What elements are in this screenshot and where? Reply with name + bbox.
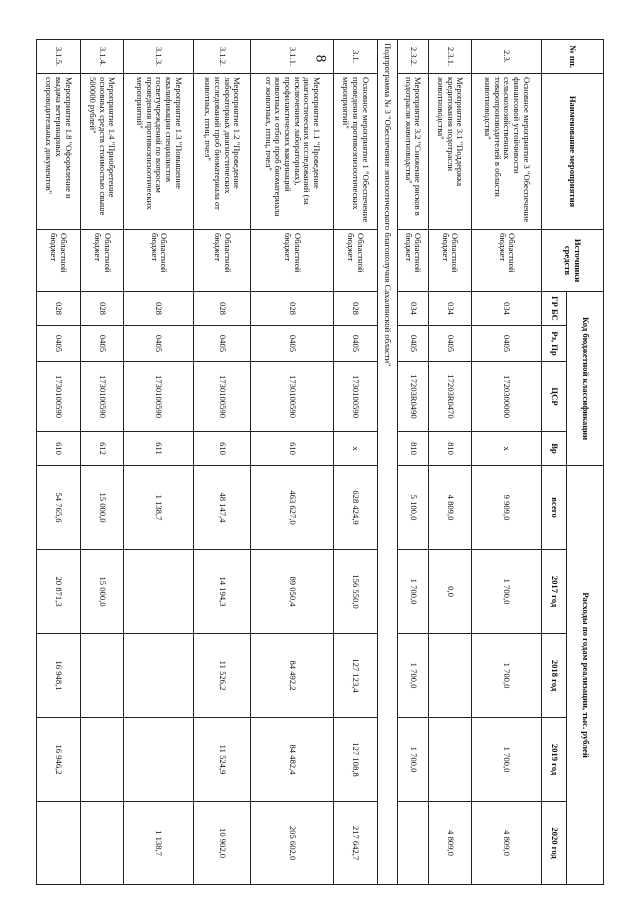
- cell-grbs: 028: [37, 292, 81, 326]
- cell-no: 3.1.: [333, 40, 377, 74]
- cell-source: Областной бюджет: [37, 230, 81, 292]
- cell-source: Областной бюджет: [124, 230, 194, 292]
- header-row-1: [567, 40, 604, 885]
- col-header-2017: 2017 год: [542, 550, 567, 634]
- cell-total: 628 424,9: [333, 466, 377, 550]
- cell-source: Областной бюджет: [250, 230, 333, 292]
- cell-total: 48 147,4: [194, 466, 251, 550]
- cell-grbs: 028: [80, 292, 124, 326]
- cell-csr: 1730100590: [124, 362, 194, 432]
- table-row: [124, 40, 194, 885]
- cell-csr: 1730100590: [194, 362, 251, 432]
- cell-y2018: 1 700,0: [472, 634, 542, 718]
- cell-vr: 610: [37, 432, 81, 466]
- col-header-vr: Вр: [542, 432, 567, 466]
- cell-y2019: 11 524,9: [194, 718, 251, 802]
- cell-source: Областной бюджет: [333, 230, 377, 292]
- cell-name: Мероприятие 3.1 "Поддержка кредитования подотрасли животноводства": [428, 74, 472, 230]
- cell-grbs: 028: [333, 292, 377, 326]
- cell-vr: х: [333, 432, 377, 466]
- col-header-2019: 2019 год: [542, 718, 567, 802]
- cell-source: Областной бюджет: [398, 230, 428, 292]
- cell-vr: 810: [398, 432, 428, 466]
- cell-total: 9 909,0: [472, 466, 542, 550]
- cell-y2020: 10 902,0: [194, 802, 251, 885]
- cell-source: Областной бюджет: [428, 230, 472, 292]
- table-row: [428, 40, 472, 885]
- cell-vr: х: [472, 432, 542, 466]
- cell-y2019: [124, 718, 194, 802]
- table-row: [37, 40, 81, 885]
- cell-y2019: [428, 718, 472, 802]
- page-number: 8: [312, 54, 329, 63]
- cell-y2017: 156 550,0: [333, 550, 377, 634]
- cell-no: 2.3.2.: [398, 40, 428, 74]
- cell-total: 15 000,0: [80, 466, 124, 550]
- cell-rzpr: 0405: [80, 326, 124, 362]
- cell-no: 3.1.3.: [124, 40, 194, 74]
- cell-y2017: 1 700,0: [472, 550, 542, 634]
- col-header-2020: 2020 год: [542, 802, 567, 885]
- col-header-rzpr: Рз, Пр: [542, 326, 567, 362]
- cell-y2017: 14 194,3: [194, 550, 251, 634]
- cell-y2018: [80, 634, 124, 718]
- cell-grbs: 028: [250, 292, 333, 326]
- cell-y2019: 1 700,0: [472, 718, 542, 802]
- cell-grbs: 034: [472, 292, 542, 326]
- col-header-csr: ЦСР: [542, 362, 567, 432]
- col-header-no: № пп.: [542, 40, 604, 74]
- cell-y2018: 16 948,1: [37, 634, 81, 718]
- cell-y2019: 16 946,2: [37, 718, 81, 802]
- cell-grbs: 034: [398, 292, 428, 326]
- cell-y2020: 205 602,0: [250, 802, 333, 885]
- cell-no: 3.1.5.: [37, 40, 81, 74]
- subprogram-row: [377, 40, 398, 885]
- col-header-name: Наименование мероприятия: [542, 74, 604, 230]
- cell-name: Мероприятие 3.2 "Снижение рисков в подотрасли животноводства": [398, 74, 428, 230]
- cell-y2020: 4 809,0: [428, 802, 472, 885]
- table-row: [472, 40, 542, 885]
- cell-y2017: 0,0: [428, 550, 472, 634]
- cell-total: 4 809,0: [428, 466, 472, 550]
- cell-name: Мероприятие 1.1 "Проведение диагностических исследований (за исключением лабораторных), профилактических вакцинаций животных и отбор проб биоматериала от животных, птиц, пчел": [250, 74, 333, 230]
- cell-rzpr: 0405: [194, 326, 251, 362]
- cell-csr: 1720300000: [472, 362, 542, 432]
- cell-y2020: 217 642,7: [333, 802, 377, 885]
- cell-y2019: 84 482,4: [250, 718, 333, 802]
- cell-csr: 1730100590: [80, 362, 124, 432]
- cell-y2017: 89 050,4: [250, 550, 333, 634]
- cell-csr: 1730100590: [250, 362, 333, 432]
- cell-rzpr: 0405: [124, 326, 194, 362]
- cell-csr: 17203R0470: [428, 362, 472, 432]
- cell-csr: 1730100590: [37, 362, 81, 432]
- cell-rzpr: 0405: [333, 326, 377, 362]
- cell-rzpr: 0405: [428, 326, 472, 362]
- col-header-budget-code: Код бюджетной классификации: [567, 292, 604, 466]
- table-body-part-2: [37, 40, 378, 885]
- cell-name: Мероприятие 1.3 "Повышение квалификации специалистов госветучреждений по вопросам проведения противоэпизоотических мероприятий": [124, 74, 194, 230]
- cell-no: 3.1.1.: [250, 40, 333, 74]
- cell-y2020: [37, 802, 81, 885]
- cell-grbs: 034: [428, 292, 472, 326]
- cell-name: Мероприятие 1.2 "Проведение лабораторных диагностических исследований проб биоматериала от животных, птиц, пчел": [194, 74, 251, 230]
- col-header-2018: 2018 год: [542, 634, 567, 718]
- col-header-expenses: Расходы по годам реализации, тыс. рублей: [567, 466, 604, 885]
- budget-table: [36, 39, 604, 885]
- table-body-part-1: [398, 40, 542, 885]
- cell-rzpr: 0405: [472, 326, 542, 362]
- cell-vr: 610: [194, 432, 251, 466]
- cell-source: Областной бюджет: [472, 230, 542, 292]
- cell-vr: 611: [124, 432, 194, 466]
- cell-source: Областной бюджет: [80, 230, 124, 292]
- cell-y2018: [428, 634, 472, 718]
- cell-y2020: [398, 802, 428, 885]
- cell-y2017: [124, 550, 194, 634]
- cell-csr: 1730100590: [333, 362, 377, 432]
- cell-y2018: 84 492,2: [250, 634, 333, 718]
- table-row: [80, 40, 124, 885]
- col-header-source: Источники средств: [542, 230, 604, 292]
- cell-vr: 612: [80, 432, 124, 466]
- table-row: [250, 40, 333, 885]
- cell-y2019: [80, 718, 124, 802]
- col-header-grbs: ГР БС: [542, 292, 567, 326]
- cell-rzpr: 0405: [250, 326, 333, 362]
- cell-y2018: 11 526,2: [194, 634, 251, 718]
- cell-no: 2.3.: [472, 40, 542, 74]
- cell-no: 3.1.2.: [194, 40, 251, 74]
- cell-rzpr: 0405: [37, 326, 81, 362]
- cell-csr: 17203R0490: [398, 362, 428, 432]
- cell-name: Основное мероприятие 3 "Обеспечение финансовой устойчивости сельскохозяйственных товаропроизводителей в области животноводства": [472, 74, 542, 230]
- cell-y2017: 20 871,3: [37, 550, 81, 634]
- table-row: [333, 40, 377, 885]
- table-row: [194, 40, 251, 885]
- cell-name: Мероприятие 1.8 "Оформление и выдача ветеринарных сопроводительных документов": [37, 74, 81, 230]
- cell-y2020: [80, 802, 124, 885]
- cell-source: Областной бюджет: [194, 230, 251, 292]
- cell-y2019: 127 108,8: [333, 718, 377, 802]
- cell-rzpr: 0405: [398, 326, 428, 362]
- subprogram-section: [377, 40, 398, 885]
- cell-total: 463 627,0: [250, 466, 333, 550]
- cell-y2017: 15 000,0: [80, 550, 124, 634]
- cell-name: Основное мероприятие 1 "Обеспечение проведения противоэпизоотических мероприятий": [333, 74, 377, 230]
- cell-no: 3.1.4.: [80, 40, 124, 74]
- cell-y2017: 1 700,0: [398, 550, 428, 634]
- cell-y2018: 127 123,4: [333, 634, 377, 718]
- rotated-table-wrapper: [36, 39, 604, 884]
- cell-y2018: 1 700,0: [398, 634, 428, 718]
- cell-grbs: 028: [124, 292, 194, 326]
- cell-y2020: 1 138,7: [124, 802, 194, 885]
- cell-total: 54 765,6: [37, 466, 81, 550]
- cell-name: Мероприятие 1.4 "Приобретение основных средств стоимостью свыше 500000 рублей": [80, 74, 124, 230]
- cell-vr: 810: [428, 432, 472, 466]
- cell-y2018: [124, 634, 194, 718]
- cell-vr: 610: [250, 432, 333, 466]
- cell-total: 1 138,7: [124, 466, 194, 550]
- cell-grbs: 028: [194, 292, 251, 326]
- subprogram-title: Подпрограмма № 3 "Обеспечение эпизоотического благополучия Сахалинской области": [377, 40, 398, 885]
- cell-y2020: 4 809,0: [472, 802, 542, 885]
- cell-no: 2.3.1.: [428, 40, 472, 74]
- cell-total: 5 100,0: [398, 466, 428, 550]
- col-header-total: всего: [542, 466, 567, 550]
- table-row: [398, 40, 428, 885]
- cell-y2019: 1 700,0: [398, 718, 428, 802]
